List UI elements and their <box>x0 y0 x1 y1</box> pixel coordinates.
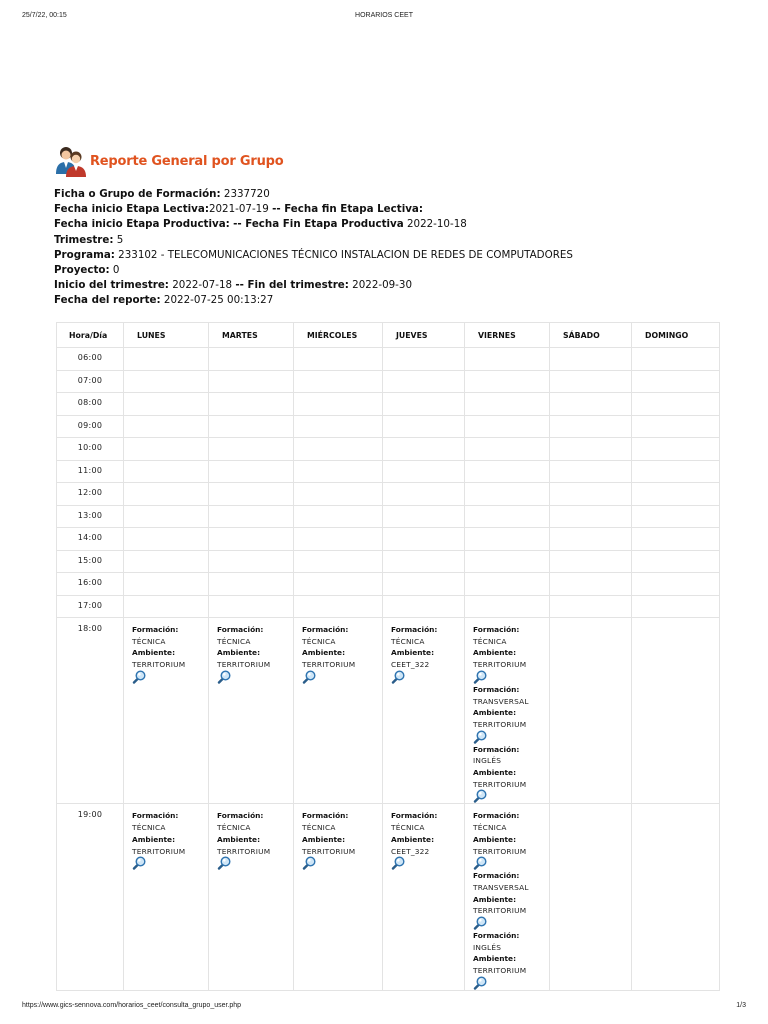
formacion-value: TÉCNICA <box>217 636 251 646</box>
schedule-cell <box>294 348 383 371</box>
report-info <box>54 187 734 309</box>
schedule-cell <box>632 804 720 990</box>
schedule-cell <box>465 348 550 371</box>
schedule-cell <box>550 618 632 804</box>
column-header-day: MIÉRCOLES <box>294 323 383 348</box>
schedule-cell <box>209 483 294 506</box>
schedule-cell <box>124 618 209 804</box>
class-entry <box>217 624 293 684</box>
schedule-cell <box>209 393 294 416</box>
print-page-number: 1/3 <box>736 1002 746 1009</box>
hour-row <box>57 370 720 393</box>
schedule-cell <box>550 573 632 596</box>
magnifier-icon[interactable] <box>132 856 146 870</box>
hour-row <box>57 804 720 990</box>
class-entry <box>391 810 464 870</box>
magnifier-icon[interactable] <box>302 856 316 870</box>
info-label: Fecha del reporte: <box>54 294 161 307</box>
ambiente-value: TERRITORIUM <box>217 846 271 856</box>
ambiente-value: CEET_322 <box>391 660 430 670</box>
schedule-cell <box>294 550 383 573</box>
info-line <box>54 293 734 308</box>
hour-cell: 07:00 <box>57 370 124 393</box>
info-label: Trimestre: <box>54 233 114 246</box>
formacion-value: TRANSVERSAL <box>473 882 529 892</box>
formacion-value: TRANSVERSAL <box>473 696 529 706</box>
ambiente-value: TERRITORIUM <box>302 846 356 856</box>
ambiente-label: Ambiente: <box>302 834 346 844</box>
schedule-cell <box>465 550 550 573</box>
magnifier-icon[interactable] <box>217 670 231 684</box>
hour-row <box>57 528 720 551</box>
info-label: Inicio del trimestre: <box>54 279 169 292</box>
schedule-cell <box>209 595 294 618</box>
class-entry <box>473 684 549 744</box>
ambiente-value: CEET_322 <box>391 846 430 856</box>
ambiente-label: Ambiente: <box>473 954 517 964</box>
formacion-value: TÉCNICA <box>132 823 166 833</box>
hour-cell: 15:00 <box>57 550 124 573</box>
schedule-cell <box>465 505 550 528</box>
schedule-cell <box>383 804 465 990</box>
schedule-cell <box>124 804 209 990</box>
schedule-cell <box>294 483 383 506</box>
schedule-cell <box>632 573 720 596</box>
schedule-cell <box>383 415 465 438</box>
schedule-cell <box>124 483 209 506</box>
magnifier-icon[interactable] <box>217 856 231 870</box>
schedule-table <box>56 322 720 991</box>
schedule-cell <box>632 550 720 573</box>
formacion-value: TÉCNICA <box>302 823 336 833</box>
info-value: 233102 - TELECOMUNICACIONES TÉCNICO INSTALACION DE REDES DE COMPUTADORES <box>114 248 573 261</box>
class-entry <box>473 744 549 804</box>
info-value: 2022-09-30 <box>348 279 413 292</box>
hour-row <box>57 438 720 461</box>
schedule-cell <box>209 460 294 483</box>
schedule-cell <box>632 460 720 483</box>
ambiente-value: TERRITORIUM <box>473 719 527 729</box>
schedule-cell <box>465 528 550 551</box>
formacion-label: Formación: <box>473 931 520 941</box>
schedule-cell <box>124 528 209 551</box>
hour-cell: 19:00 <box>57 804 124 990</box>
magnifier-icon[interactable] <box>132 670 146 684</box>
formacion-label: Formación: <box>473 744 520 754</box>
schedule-header-row <box>57 323 720 348</box>
ambiente-label: Ambiente: <box>302 648 346 658</box>
formacion-label: Formación: <box>302 811 349 821</box>
schedule-cell <box>209 438 294 461</box>
report-heading <box>54 144 454 178</box>
class-entry <box>217 810 293 870</box>
schedule-cell <box>383 483 465 506</box>
schedule-cell <box>383 393 465 416</box>
schedule-cell <box>550 483 632 506</box>
schedule-cell <box>294 528 383 551</box>
schedule-cell <box>383 573 465 596</box>
ambiente-value: TERRITORIUM <box>473 779 527 789</box>
formacion-label: Formación: <box>473 811 520 821</box>
hour-cell: 14:00 <box>57 528 124 551</box>
schedule-cell <box>294 573 383 596</box>
column-header-day: DOMINGO <box>632 323 720 348</box>
schedule-cell <box>294 595 383 618</box>
info-value: 2021-07-19 <box>208 203 273 216</box>
schedule-cell <box>632 415 720 438</box>
schedule-cell <box>632 393 720 416</box>
ambiente-label: Ambiente: <box>391 834 435 844</box>
formacion-value: TÉCNICA <box>391 636 425 646</box>
schedule-cell <box>465 595 550 618</box>
ambiente-value: TERRITORIUM <box>217 660 271 670</box>
print-page-title: HORARIOS CEET <box>355 12 413 19</box>
schedule-cell <box>209 348 294 371</box>
ambiente-label: Ambiente: <box>132 834 176 844</box>
print-header <box>22 12 746 24</box>
ambiente-label: Ambiente: <box>473 834 517 844</box>
hour-cell: 09:00 <box>57 415 124 438</box>
info-line <box>54 263 734 278</box>
schedule-cell <box>124 415 209 438</box>
schedule-cell <box>632 483 720 506</box>
hour-cell: 18:00 <box>57 618 124 804</box>
schedule-cell <box>294 505 383 528</box>
hour-cell: 08:00 <box>57 393 124 416</box>
formacion-label: Formación: <box>217 811 264 821</box>
info-line <box>54 217 734 232</box>
schedule-cell <box>294 618 383 804</box>
schedule-cell <box>124 348 209 371</box>
schedule-cell <box>209 618 294 804</box>
schedule-cell <box>550 505 632 528</box>
column-header-day: SÁBADO <box>550 323 632 348</box>
ambiente-label: Ambiente: <box>217 834 261 844</box>
column-header-day: JUEVES <box>383 323 465 348</box>
schedule-cell <box>465 483 550 506</box>
magnifier-icon[interactable] <box>473 976 487 990</box>
schedule-cell <box>550 393 632 416</box>
class-entry <box>473 930 549 990</box>
schedule-cell <box>632 595 720 618</box>
schedule-cell <box>209 550 294 573</box>
schedule-cell <box>383 528 465 551</box>
print-datetime: 25/7/22, 00:15 <box>22 12 67 19</box>
info-label: Fecha inicio Etapa Lectiva: <box>54 203 209 216</box>
schedule-cell <box>209 528 294 551</box>
schedule-cell <box>465 804 550 990</box>
hour-cell: 10:00 <box>57 438 124 461</box>
schedule-cell <box>294 370 383 393</box>
schedule-cell <box>632 618 720 804</box>
schedule-cell <box>550 460 632 483</box>
schedule-cell <box>124 573 209 596</box>
schedule-cell <box>383 370 465 393</box>
schedule-cell <box>124 393 209 416</box>
formacion-label: Formación: <box>473 684 520 694</box>
ambiente-value: TERRITORIUM <box>132 660 186 670</box>
hour-row <box>57 618 720 804</box>
formacion-value: TÉCNICA <box>473 636 507 646</box>
schedule-cell <box>550 550 632 573</box>
schedule-cell <box>465 460 550 483</box>
info-value: 2022-10-18 <box>403 218 467 231</box>
schedule-cell <box>294 460 383 483</box>
column-header-day: VIERNES <box>465 323 550 348</box>
info-line <box>54 278 734 293</box>
formacion-label: Formación: <box>132 811 179 821</box>
info-label: -- Fecha Fin Etapa Productiva <box>233 218 404 231</box>
ambiente-value: TERRITORIUM <box>473 660 527 670</box>
schedule-cell <box>209 573 294 596</box>
schedule-cell <box>124 595 209 618</box>
schedule-cell <box>632 505 720 528</box>
info-value: 0 <box>109 264 120 277</box>
hour-row <box>57 483 720 506</box>
schedule-cell <box>632 370 720 393</box>
magnifier-icon[interactable] <box>473 856 487 870</box>
formacion-label: Formación: <box>473 871 520 881</box>
ambiente-value: TERRITORIUM <box>302 660 356 670</box>
schedule-cell <box>383 460 465 483</box>
hour-cell: 13:00 <box>57 505 124 528</box>
magnifier-icon[interactable] <box>473 670 487 684</box>
formacion-value: TÉCNICA <box>302 636 336 646</box>
info-label: -- Fecha fin Etapa Lectiva: <box>272 203 423 216</box>
column-header-hour: Hora/Día <box>57 323 124 348</box>
formacion-label: Formación: <box>132 625 179 634</box>
print-footer <box>22 1002 746 1014</box>
formacion-label: Formación: <box>391 625 438 634</box>
schedule-cell <box>632 438 720 461</box>
schedule-cell <box>632 348 720 371</box>
magnifier-icon[interactable] <box>473 789 487 803</box>
ambiente-label: Ambiente: <box>391 648 435 658</box>
schedule-cell <box>209 505 294 528</box>
schedule-cell <box>632 528 720 551</box>
schedule-cell <box>294 804 383 990</box>
class-entry <box>473 624 549 684</box>
info-value: 2022-07-18 <box>168 279 236 292</box>
info-value: 2337720 <box>220 188 270 200</box>
hour-row <box>57 460 720 483</box>
schedule-cell <box>209 415 294 438</box>
schedule-cell <box>294 415 383 438</box>
schedule-cell <box>383 348 465 371</box>
schedule-cell <box>383 595 465 618</box>
schedule-cell <box>294 393 383 416</box>
schedule-cell <box>124 505 209 528</box>
schedule-cell <box>383 438 465 461</box>
info-value: 2022-07-25 00:13:27 <box>160 294 274 307</box>
hour-cell: 16:00 <box>57 573 124 596</box>
class-entry <box>473 810 549 870</box>
info-line <box>54 202 734 217</box>
schedule-cell <box>209 370 294 393</box>
info-line <box>54 248 734 263</box>
class-entry <box>302 624 382 684</box>
schedule-cell <box>550 348 632 371</box>
schedule-cell <box>383 618 465 804</box>
ambiente-label: Ambiente: <box>473 894 517 904</box>
formacion-label: Formación: <box>217 625 264 634</box>
formacion-label: Formación: <box>473 625 520 634</box>
class-entry <box>132 810 208 870</box>
schedule-cell <box>383 505 465 528</box>
schedule-cell <box>550 370 632 393</box>
schedule-cell <box>124 438 209 461</box>
class-entry <box>473 870 549 930</box>
schedule-cell <box>294 438 383 461</box>
magnifier-icon[interactable] <box>391 856 405 870</box>
class-entry <box>391 624 464 684</box>
schedule-cell <box>465 415 550 438</box>
class-entry <box>302 810 382 870</box>
schedule-cell <box>124 550 209 573</box>
hour-row <box>57 573 720 596</box>
magnifier-icon[interactable] <box>473 916 487 930</box>
schedule-cell <box>465 393 550 416</box>
class-entry <box>132 624 208 684</box>
hour-row <box>57 505 720 528</box>
hour-row <box>57 550 720 573</box>
formacion-value: INGLÉS <box>473 942 502 952</box>
schedule-cell <box>124 460 209 483</box>
ambiente-label: Ambiente: <box>217 648 261 658</box>
hour-cell: 17:00 <box>57 595 124 618</box>
hour-row <box>57 595 720 618</box>
column-header-day: LUNES <box>124 323 209 348</box>
column-header-day: MARTES <box>209 323 294 348</box>
info-label: Programa: <box>54 248 115 261</box>
ambiente-label: Ambiente: <box>473 768 517 778</box>
formacion-label: Formación: <box>391 811 438 821</box>
schedule-cell <box>465 618 550 804</box>
ambiente-label: Ambiente: <box>473 648 517 658</box>
formacion-value: INGLÉS <box>473 756 502 766</box>
hour-cell: 06:00 <box>57 348 124 371</box>
info-label: Ficha o Grupo de Formación: <box>54 188 221 200</box>
ambiente-value: TERRITORIUM <box>473 846 527 856</box>
hour-cell: 12:00 <box>57 483 124 506</box>
formacion-value: TÉCNICA <box>132 636 166 646</box>
ambiente-label: Ambiente: <box>473 708 517 718</box>
users-icon <box>54 144 88 178</box>
print-url: https://www.gics-sennova.com/horarios_ceet/consulta_grupo_user.php <box>22 1002 242 1009</box>
schedule-cell <box>383 550 465 573</box>
hour-cell: 11:00 <box>57 460 124 483</box>
formacion-value: TÉCNICA <box>217 823 251 833</box>
schedule-cell <box>550 528 632 551</box>
ambiente-value: TERRITORIUM <box>473 966 527 976</box>
schedule-cell <box>550 595 632 618</box>
schedule-cell <box>550 438 632 461</box>
magnifier-icon[interactable] <box>391 670 405 684</box>
formacion-label: Formación: <box>302 625 349 634</box>
formacion-value: TÉCNICA <box>391 823 425 833</box>
schedule-cell <box>465 573 550 596</box>
hour-row <box>57 348 720 371</box>
ambiente-value: TERRITORIUM <box>473 906 527 916</box>
info-line <box>54 233 734 248</box>
info-label: Proyecto: <box>54 264 110 277</box>
info-label: Fecha inicio Etapa Productiva: <box>54 218 230 231</box>
info-line <box>54 187 734 202</box>
hour-row <box>57 415 720 438</box>
schedule-cell <box>209 804 294 990</box>
report-title: Reporte General por Grupo <box>90 153 284 169</box>
hour-row <box>57 393 720 416</box>
schedule-cell <box>124 370 209 393</box>
schedule-cell <box>465 370 550 393</box>
magnifier-icon[interactable] <box>473 730 487 744</box>
schedule-cell <box>550 804 632 990</box>
schedule-cell <box>550 415 632 438</box>
ambiente-label: Ambiente: <box>132 648 176 658</box>
formacion-value: TÉCNICA <box>473 823 507 833</box>
schedule-cell <box>465 438 550 461</box>
ambiente-value: TERRITORIUM <box>132 846 186 856</box>
info-value: 5 <box>113 233 124 246</box>
magnifier-icon[interactable] <box>302 670 316 684</box>
info-label: -- Fin del trimestre: <box>235 279 349 292</box>
